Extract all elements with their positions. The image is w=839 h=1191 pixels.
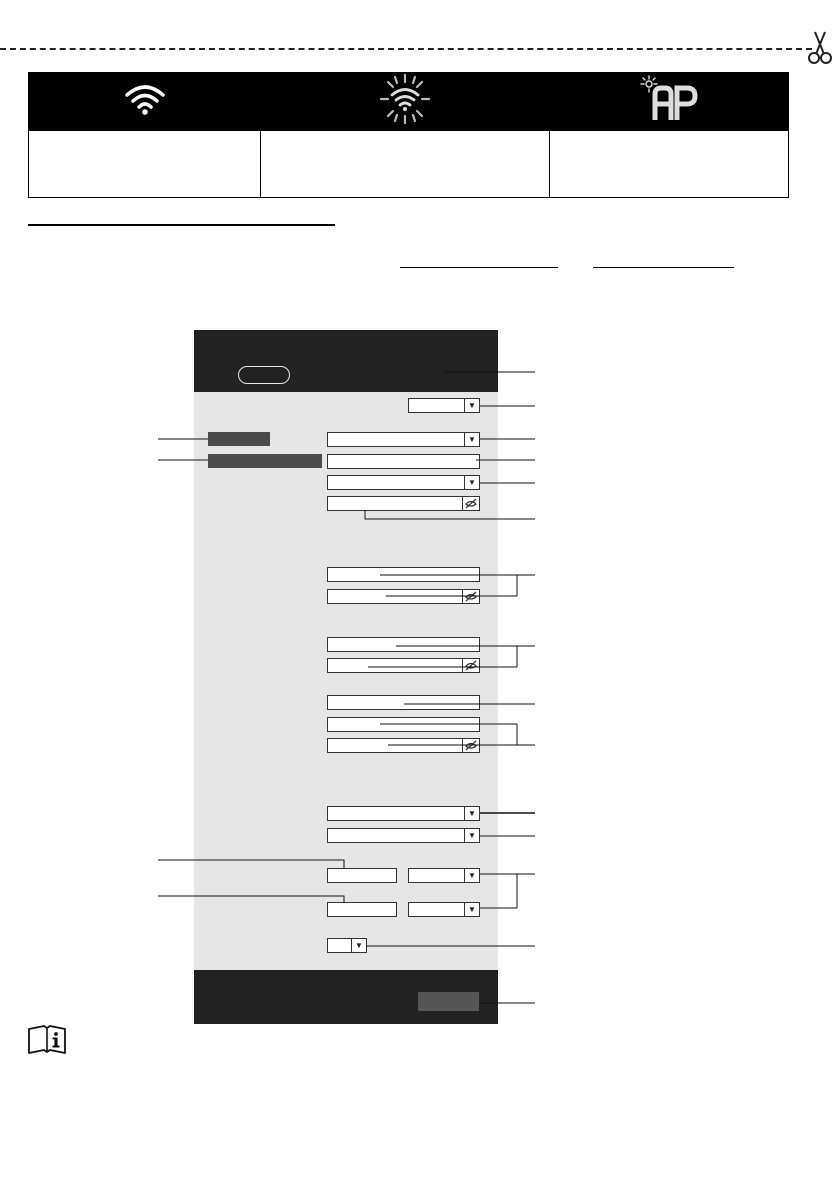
phone-footer-bar [194, 970, 498, 1024]
status-cell-connecting [261, 73, 549, 131]
chevron-down-icon: ▼ [464, 869, 479, 882]
wifi-blinking-icon [375, 73, 435, 125]
chevron-down-icon: ▼ [464, 829, 479, 842]
status-icon-row [29, 73, 789, 131]
language-select[interactable] [408, 398, 480, 413]
pressure-unit-select[interactable] [408, 902, 480, 917]
server-key-input[interactable] [327, 738, 480, 753]
security-select[interactable] [327, 475, 480, 490]
chevron-down-icon: ▼ [464, 399, 479, 412]
server-url-input[interactable] [327, 695, 480, 710]
server-id-input[interactable] [327, 717, 480, 732]
interval-select[interactable] [327, 938, 367, 953]
section-heading-underline [28, 224, 335, 226]
chevron-down-icon: ▼ [464, 433, 479, 446]
phone-header-bar [194, 330, 498, 392]
save-button[interactable] [418, 992, 479, 1011]
ssid-input[interactable] [327, 454, 480, 469]
scissors-icon [805, 30, 835, 66]
station-a-id-input[interactable] [327, 567, 480, 582]
time-server-select[interactable] [327, 828, 480, 843]
chevron-down-icon: ▼ [464, 807, 479, 820]
wifi-status-table [28, 72, 789, 198]
chevron-down-icon: ▼ [464, 903, 479, 916]
station-a-key-input[interactable] [327, 589, 480, 604]
text-blank-2 [593, 267, 734, 268]
phone-config-screen [194, 330, 498, 1024]
eye-hidden-icon[interactable] [462, 659, 479, 672]
cut-line [0, 48, 812, 50]
ap-mode-icon [639, 74, 699, 124]
status-cell-ap-mode [549, 73, 788, 131]
status-desc-connecting [261, 131, 549, 198]
status-desc-ap-mode [549, 131, 788, 198]
text-blank-1 [400, 267, 558, 268]
station-b-key-input[interactable] [327, 658, 480, 673]
eye-hidden-icon[interactable] [462, 590, 479, 603]
chevron-down-icon: ▼ [351, 939, 366, 952]
altitude-input[interactable] [327, 868, 397, 883]
timezone-select[interactable] [327, 806, 480, 821]
status-cell-connected [29, 73, 261, 131]
wifi-icon [123, 81, 167, 117]
pressure-input[interactable] [327, 902, 397, 917]
eye-hidden-icon[interactable] [462, 739, 479, 752]
info-book-icon [27, 1025, 67, 1055]
wifi-password-input[interactable] [327, 496, 480, 511]
field-label-2 [208, 454, 322, 468]
header-toggle-button[interactable] [238, 366, 290, 384]
chevron-down-icon: ▼ [464, 476, 479, 489]
network-select[interactable] [327, 432, 480, 447]
station-b-id-input[interactable] [327, 637, 480, 652]
altitude-unit-select[interactable] [408, 868, 480, 883]
status-description-row [29, 131, 789, 198]
eye-hidden-icon[interactable] [462, 497, 479, 510]
status-desc-connected [29, 131, 261, 198]
field-label-1 [208, 432, 270, 446]
